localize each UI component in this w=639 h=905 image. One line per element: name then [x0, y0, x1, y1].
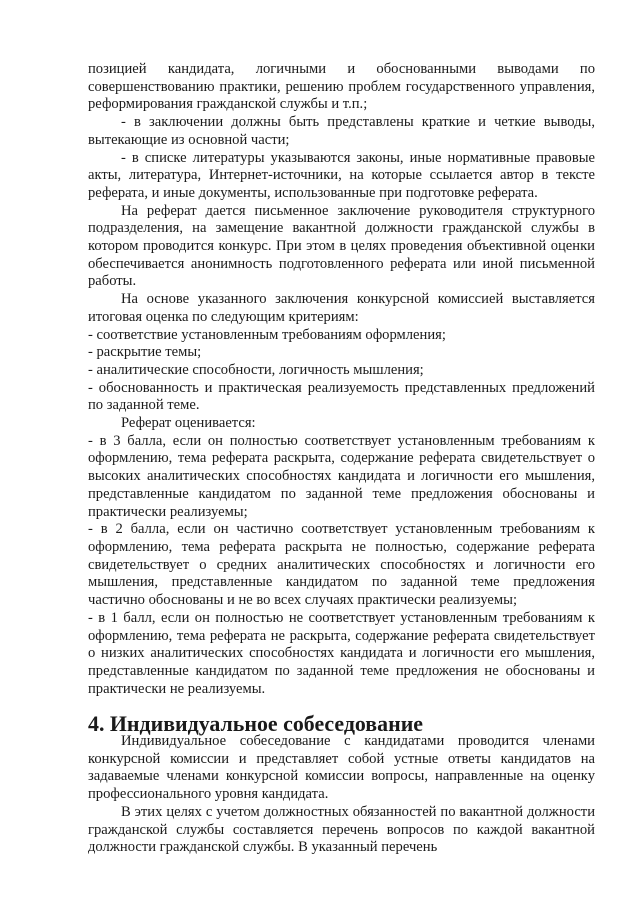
paragraph-questions: В этих целях с учетом должностных обязанностей по вакантной должности гражданской службы составляется перечень вопросов по каждой вакантной должности гражданской службы. В указанный перечень [88, 803, 595, 856]
paragraph-4: На реферат дается письменное заключение руководителя структурного подразделения, на замещение вакантной должности гражданской службы в котором проводится конкурс. При этом в целях проведения объективной оценки обеспечивается анонимность подготовленного реферата или иной письменной работы. [88, 202, 595, 290]
document-page [88, 61, 595, 857]
paragraph-3: - в списке литературы указываются законы, иные нормативные правовые акты, литература, Интернет-источники, на которые ссылается автор в тексте реферата, и иные документы, использованные при подготовке реферата. [88, 149, 595, 201]
grade-3-points: - в 3 балла, если он полностью соответствует установленным требованиям к оформлению, тема реферата раскрыта, содержание реферата свидетельствует о высоких аналитических способностях кандидата и логичности его мышления, представленные кандидатом по заданной теме предложения обоснованы и практически реализуемы; [88, 432, 595, 520]
paragraph-5: На основе указанного заключения конкурсной комиссией выставляется итоговая оценка по следующим критериям: [88, 291, 595, 325]
criterion-4: - обоснованность и практическая реализуемость представленных предложений по заданной теме. [88, 379, 595, 414]
grade-1-point: - в 1 балл, если он полностью не соответствует установленным требованиям к оформлению, тема реферата не раскрыта, содержание реферата свидетельствует о низких аналитических способностях кандидата и логичности его мышления, представленные кандидатом по заданной теме предложения не обоснованы и практически не реализуемы. [88, 609, 595, 697]
paragraph-1: позицией кандидата, логичными и обоснованными выводами по совершенствованию практики, решению проблем государственного управления, реформирования гражданской службы и т.п.; [88, 61, 595, 113]
paragraphs-after [88, 733, 595, 857]
paragraph-evaluation: Реферат оценивается: [121, 415, 256, 432]
criterion-1: - соответствие установленным требованиям оформления; [88, 326, 446, 343]
section-heading: 4. Индивидуальное собеседование [88, 711, 424, 737]
grade-2-points: - в 2 балла, если он частично соответствует установленным требованиям к оформлению, тема реферата раскрыта не полностью, содержание реферата свидетельствует о средних аналитических способностях и логичности его мышления, представленные кандидатом по заданной теме предложения частично обоснованы и не во всех случаях практически реализуемы; [88, 521, 595, 609]
paragraphs-before [88, 61, 595, 698]
paragraph-2: - в заключении должны быть представлены краткие и четкие выводы, вытекающие из основной части; [88, 114, 595, 148]
paragraph-interview: Индивидуальное собеседование с кандидатами проводится членами конкурсной комиссии и представляет собой устные ответы кандидатов на задаваемые членами конкурсной комиссии вопросы, направленные на оценку профессионального уровня кандидата. [88, 733, 595, 803]
criterion-2: - раскрытие темы; [88, 344, 202, 361]
criterion-3: - аналитические способности, логичность мышления; [88, 361, 424, 378]
